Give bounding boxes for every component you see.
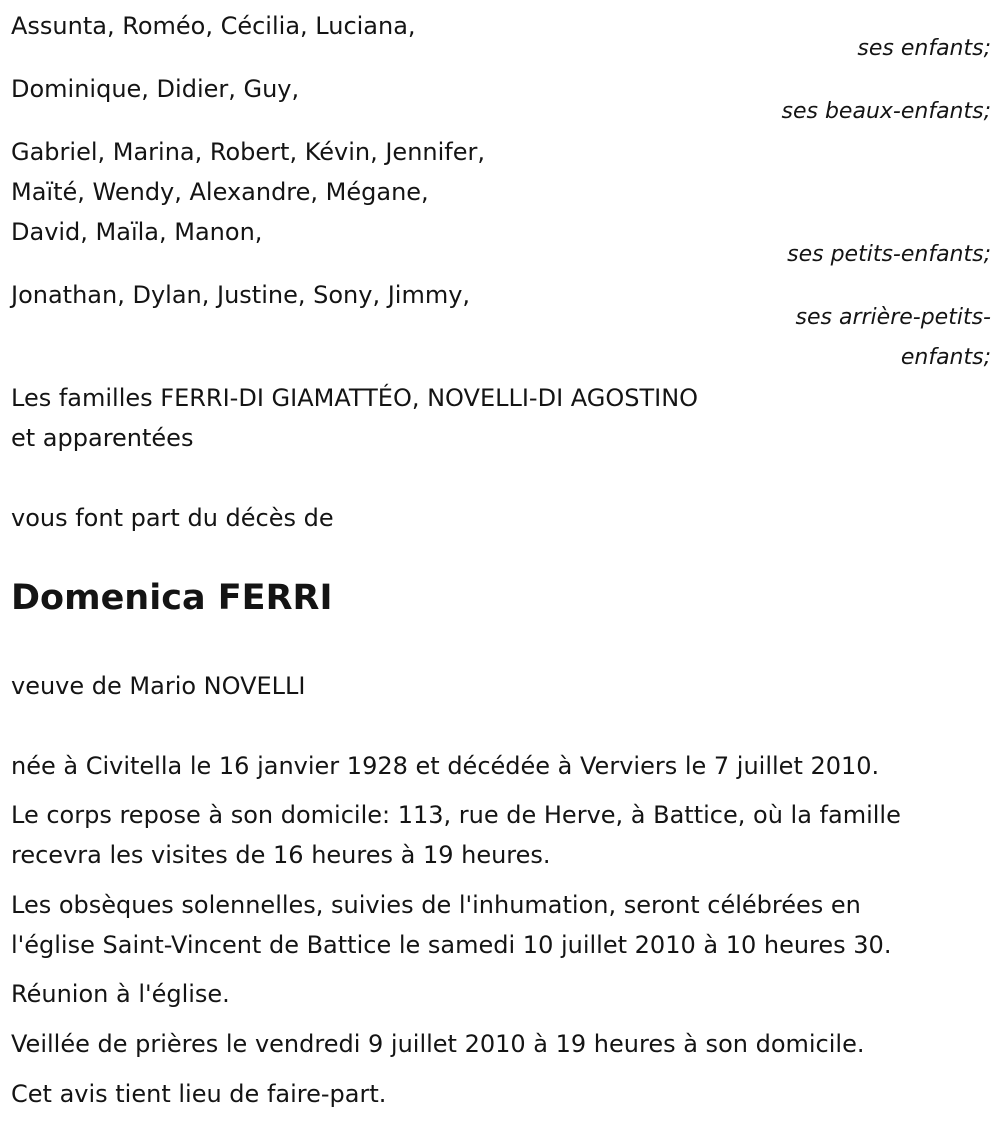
grandchildren-names-line-2: Maïté, Wendy, Alexandre, Mégane, xyxy=(11,178,429,206)
widow-of: veuve de Mario NOVELLI xyxy=(11,672,306,700)
vigil: Veillée de prières le vendredi 9 juillet 2010 à 19 heures à son domicile. xyxy=(11,1030,865,1058)
greatgrandchildren-names: Jonathan, Dylan, Justine, Sony, Jimmy, xyxy=(11,281,471,309)
grandchildren-names-line-3: David, Maïla, Manon, xyxy=(11,218,263,246)
inlaws-role: ses beaux-enfants; xyxy=(781,99,991,124)
children-names: Assunta, Roméo, Cécilia, Luciana, xyxy=(11,12,416,40)
funeral-line-1: Les obsèques solennelles, suivies de l'inhumation, seront célébrées en xyxy=(11,891,861,919)
inlaws-names: Dominique, Didier, Guy, xyxy=(11,75,300,103)
visitation-line-1: Le corps repose à son domicile: 113, rue de Herve, à Battice, où la famille xyxy=(11,801,901,829)
grandchildren-role: ses petits-enfants; xyxy=(787,242,991,267)
closing-note: Cet avis tient lieu de faire-part. xyxy=(11,1080,387,1108)
meeting-place: Réunion à l'église. xyxy=(11,980,230,1008)
birth-death-details: née à Civitella le 16 janvier 1928 et décédée à Verviers le 7 juillet 2010. xyxy=(11,752,880,780)
announcement: vous font part du décès de xyxy=(11,504,334,532)
greatgrandchildren-role-line-2: enfants; xyxy=(900,345,991,370)
funeral-line-2: l'église Saint-Vincent de Battice le samedi 10 juillet 2010 à 10 heures 30. xyxy=(11,931,892,959)
deceased-name: Domenica FERRI xyxy=(11,578,333,618)
greatgrandchildren-role-line-1: ses arrière-petits- xyxy=(795,305,991,330)
families-line-1: Les familles FERRI-DI GIAMATTÉO, NOVELLI-DI AGOSTINO xyxy=(11,384,699,412)
families-line-2: et apparentées xyxy=(11,424,194,452)
visitation-line-2: recevra les visites de 16 heures à 19 heures. xyxy=(11,841,551,869)
grandchildren-names-line-1: Gabriel, Marina, Robert, Kévin, Jennifer, xyxy=(11,138,485,166)
children-role: ses enfants; xyxy=(857,36,991,61)
